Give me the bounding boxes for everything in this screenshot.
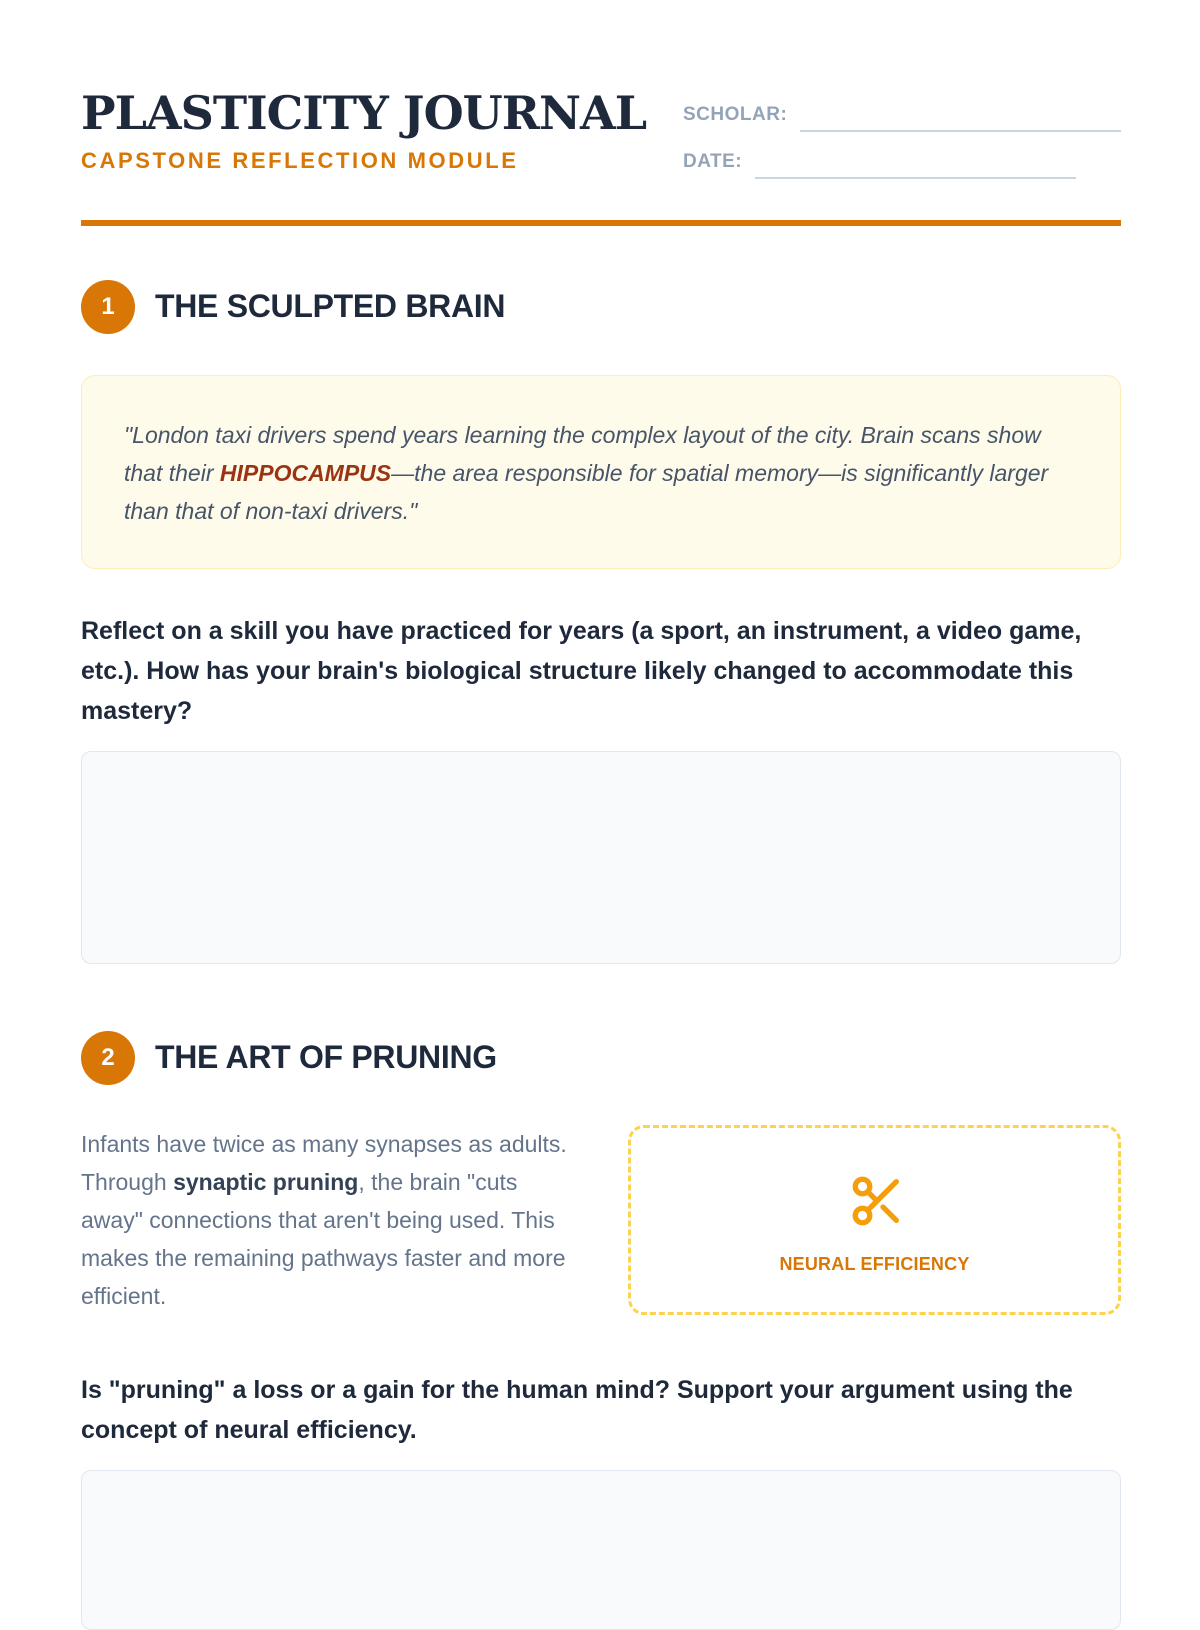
reflection-prompt-2: Is "pruning" a loss or a gain for the human mind? Support your argument using the concept of neural efficiency. <box>81 1376 1073 1444</box>
section-number-badge: 1 <box>81 280 135 334</box>
journal-header <box>81 82 1121 228</box>
quote-text <box>124 416 1078 530</box>
pruning-text-start: Infants have twice as many synapses as adults. Through <box>81 1131 567 1195</box>
section-number-badge: 2 <box>81 1031 135 1085</box>
quote-text-end: —the area responsible for spatial memory—is significantly larger than that of non-taxi drivers." <box>124 460 1049 524</box>
scholar-label: SCHOLAR: <box>683 104 788 125</box>
scissors-icon <box>848 1172 906 1230</box>
date-label: DATE: <box>683 151 743 172</box>
header-divider <box>81 220 1121 226</box>
section-heading-2 <box>81 1031 1121 1085</box>
answer-input-2[interactable] <box>81 1470 1121 1630</box>
reflection-prompt-1: Reflect on a skill you have practiced for years (a sport, an instrument, a video game, etc.). How has your brain's biological structure likely changed to accommodate this mastery? <box>81 617 1082 725</box>
quote-highlight: HIPPOCAMPUS <box>219 460 392 486</box>
quote-text-start: "London taxi drivers spend years learning the complex layout of the city. Brain scans show that their <box>124 422 1041 486</box>
section-title: THE SCULPTED BRAIN <box>155 288 506 324</box>
pruning-text-end: , the brain "cuts away" connections that aren't being used. This makes the remaining pathways faster and more efficient. <box>81 1169 566 1309</box>
answer-input-1[interactable] <box>81 751 1121 964</box>
card-label: NEURAL EFFICIENCY <box>779 1254 970 1274</box>
section-title: THE ART OF PRUNING <box>155 1039 497 1075</box>
section-heading-1 <box>81 280 1121 334</box>
scholar-field[interactable] <box>800 130 1121 132</box>
page-subtitle: CAPSTONE REFLECTION MODULE <box>81 148 519 173</box>
quote-box <box>81 375 1121 569</box>
pruning-bold-term: synaptic pruning <box>173 1169 359 1195</box>
pruning-description <box>81 1125 581 1315</box>
date-field[interactable] <box>755 177 1076 179</box>
page-title: PLASTICITY JOURNAL <box>81 86 647 140</box>
neural-efficiency-card <box>628 1125 1121 1315</box>
